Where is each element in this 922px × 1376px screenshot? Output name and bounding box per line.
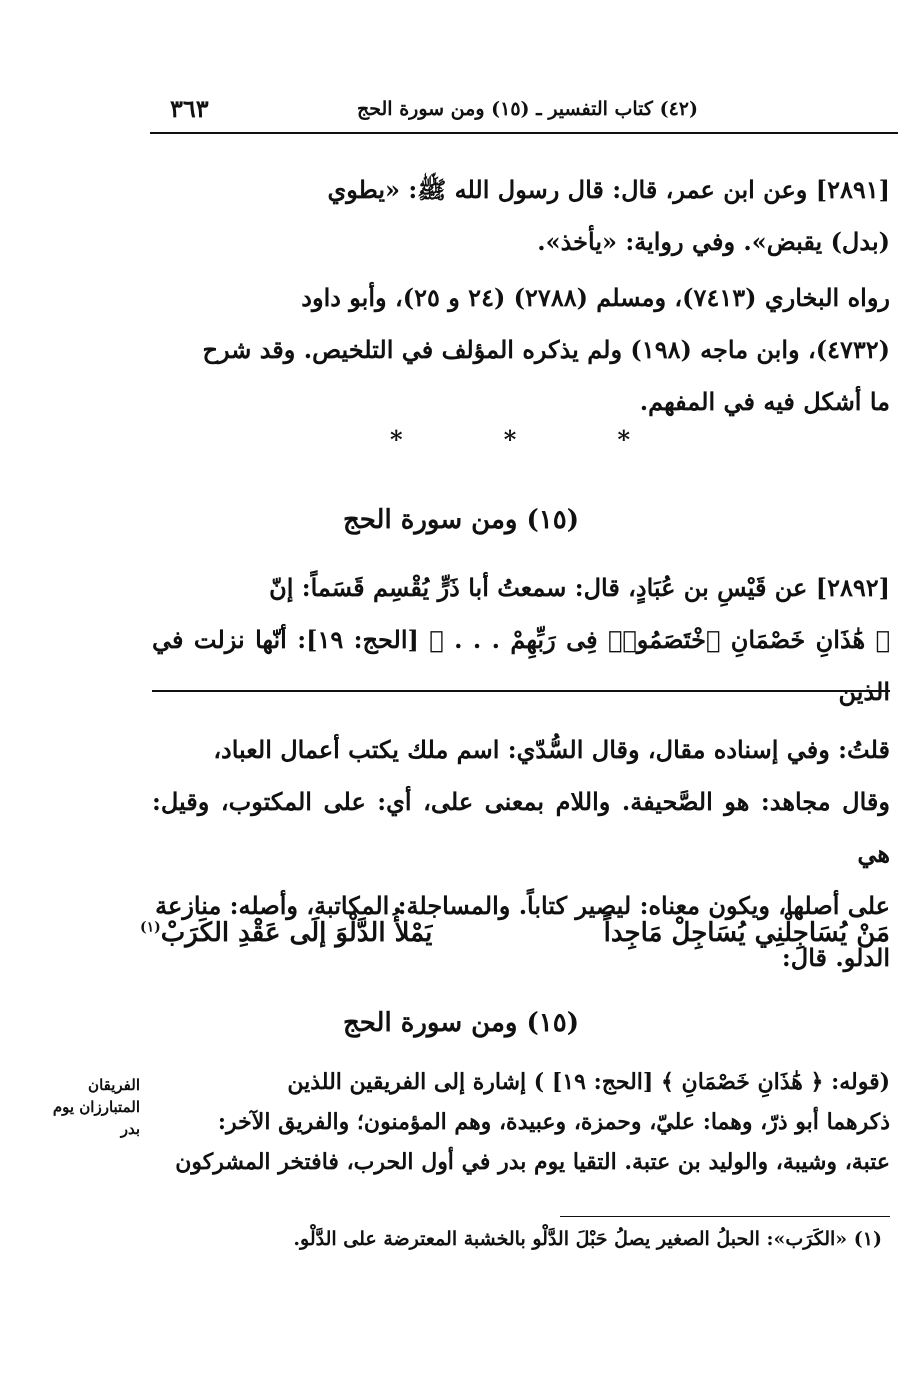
hadith-2892-line: [٢٨٩٢] عن قَيْسِ بن عُبَادٍ، قال: سمعتُ أبا ذَرٍّ يُقْسِم قَسَماً: إنّ: [269, 573, 890, 602]
section-heading-surah-hajj: (١٥) ومن سورة الحج: [342, 505, 580, 535]
commentary-line: وقال مجاهد: هو الصَّحيفة. واللام بمعنى على، أي: على المكتوب، وقيل: هي: [152, 787, 890, 868]
margin-note-line: الفريقان: [88, 1076, 140, 1094]
takhrij-paragraph: [152, 272, 890, 428]
margin-note-line: بدر: [120, 1120, 140, 1138]
takhrij-line: رواه البخاري (٧٤١٣)، ومسلم (٢٧٨٨) (٢٤ و ٢٥)، وأبو داود: [301, 283, 890, 312]
hadith-2891: [152, 164, 890, 268]
hadith-2892: [152, 562, 890, 718]
hadith-2891-line: (بدل) يقبض». وفي رواية: «يأخذ».: [537, 227, 890, 256]
commentary-line: قلتُ: وفي إسناده مقال، وقال السُّدّي: اسم ملك يكتب أعمال العباد،: [213, 735, 890, 764]
verse-first-hemistich: مَنْ يُسَاجِلْنِي يُسَاجِلْ مَاجِداً: [603, 918, 890, 948]
separator-star: *: [390, 425, 403, 454]
hadith-2892-line: ﴿ هَٰذَانِ خَصْمَانِ ٱخْتَصَمُوا۟ فِى رَبِّهِمْ . . . ﴾ [الحج: ١٩]: أنّها نزلت في الذين: [152, 625, 891, 706]
takhrij-line: ما أشكل فيه في المفهم.: [639, 387, 890, 416]
footnote-divider: [560, 1216, 890, 1217]
margin-note: [18, 1074, 140, 1140]
commentary-line: على أصلها، ويكون معناه: ليصير كتاباً. والمساجلة: المكاتبة، وأصله: منازعة: [155, 891, 890, 920]
hadith-2891-line: [٢٨٩١] وعن ابن عمر، قال: قال رسول الله ﷺ: «يطوي: [327, 175, 890, 204]
page-number: ٣٦٣: [170, 94, 209, 123]
tafsir-paragraph: [152, 1062, 890, 1182]
star-separator: [390, 425, 630, 454]
section-heading-surah-hajj-2: (١٥) ومن سورة الحج: [342, 1008, 580, 1038]
running-title: (٤٢) كتاب التفسير ـ (١٥) ومن سورة الحج: [356, 98, 698, 120]
verse-second-hemistich: [140, 918, 432, 948]
tafsir-line: (قوله: ﴿ هَٰذَانِ خَصْمَانِ ﴾ [الحج: ١٩] ) إشارة إلى الفريقين اللذين: [287, 1069, 890, 1095]
verse-second-text: يَمْلأُ الدَّلْوَ إلَى عَقْدِ الكَرَبْ: [160, 918, 433, 948]
tafsir-line: عتبة، وشيبة، والوليد بن عتبة. التقيا يوم بدر في أول الحرب، فافتخر المشركون: [175, 1149, 890, 1175]
separator-star: *: [617, 425, 630, 454]
footnote: (١) «الكَرَب»: الحبلُ الصغير يصلُ حَبْلَ الدَّلْو بالخشبة المعترضة على الدَّلْو.: [293, 1228, 882, 1250]
tafsir-line: ذكرهما أبو ذرّ، وهما: عليّ، وحمزة، وعبيدة، وهم المؤمنون؛ والفريق الآخر:: [217, 1109, 890, 1135]
commentary-line: الدلو. قال:: [781, 943, 890, 972]
margin-note-line: المتبارزان يوم: [52, 1098, 140, 1116]
takhrij-line: (٤٧٣٢)، وابن ماجه (١٩٨) ولم يذكره المؤلف في التلخيص. وقد شرح: [202, 335, 890, 364]
separator-star: *: [503, 425, 517, 454]
poetry-verse: [140, 918, 890, 948]
running-header: [150, 92, 898, 134]
footnote-marker: (١): [140, 919, 161, 936]
commentary-divider: [152, 690, 890, 692]
